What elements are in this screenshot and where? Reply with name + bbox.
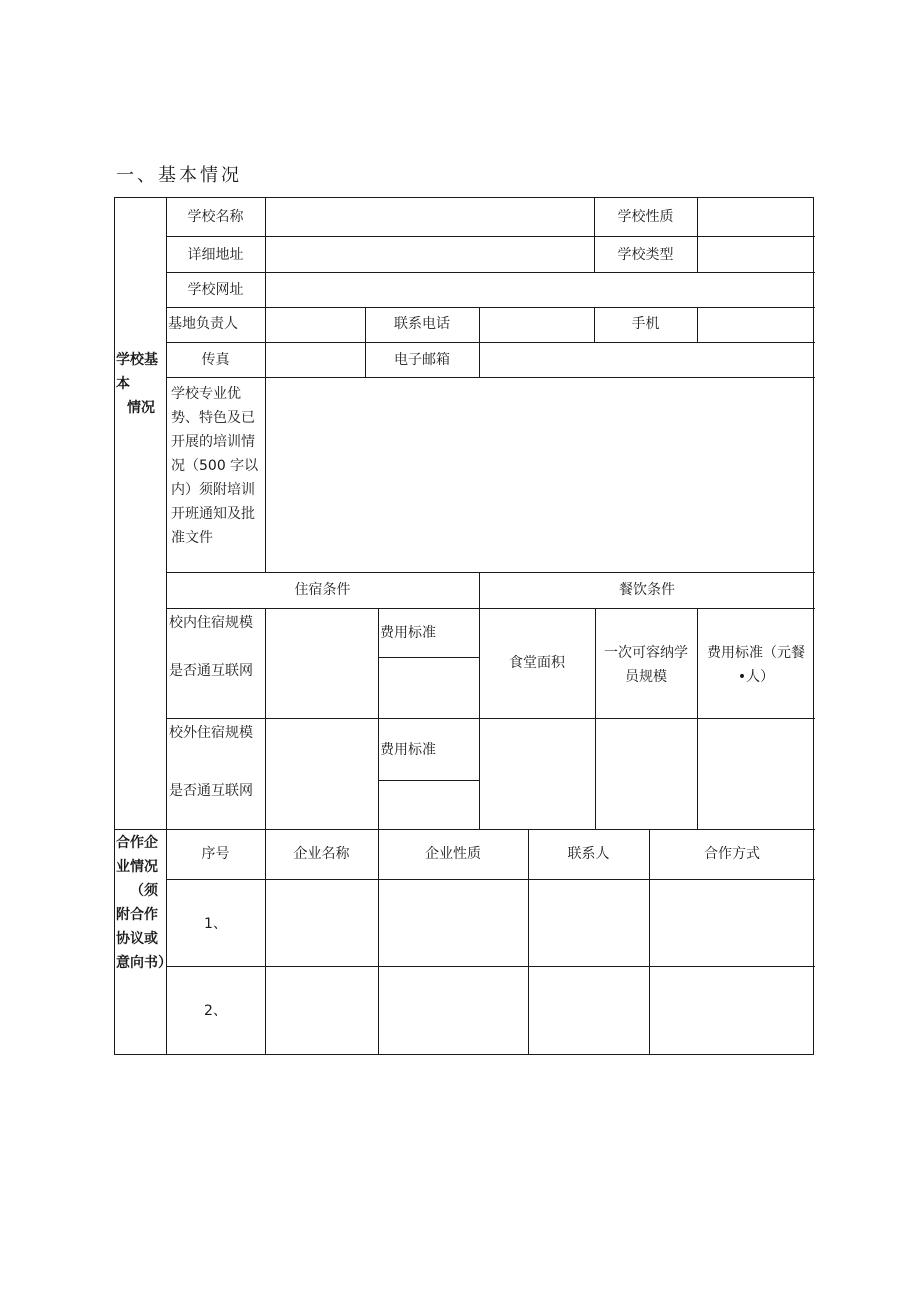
contact-phone-label: 联系电话 [394,316,450,332]
website-field[interactable] [266,273,814,306]
contact-field[interactable] [529,880,648,965]
row-index: 1、 [204,916,227,932]
capacity-label: 一次可容纳学 员规模 [604,645,688,685]
cooperation-group-label: 合作企 业情况 （须 附合作 协议或 意向书） [116,835,172,971]
email-field[interactable] [480,343,814,376]
company-nature-field[interactable] [379,967,527,1054]
contact-phone-field[interactable] [480,308,593,341]
cooperation-mode-field[interactable] [650,880,814,965]
col-cooperation-mode-header: 合作方式 [704,846,760,862]
school-nature-label: 学校性质 [617,209,674,225]
oncampus-internet-field[interactable] [266,658,377,717]
oncampus-scale-field[interactable] [266,609,377,657]
company-nature-field[interactable] [379,880,527,965]
address-label: 详细地址 [187,247,244,263]
col-company-nature-header: 企业性质 [425,846,481,862]
school-info-form [114,197,814,1055]
oncampus-scale-label: 校内住宿规模 [169,615,253,631]
oncampus-fee-field[interactable] [379,658,478,717]
school-name-label: 学校名称 [187,209,244,225]
meal-fee-label: 费用标准（元餐 •人） [707,645,805,685]
school-name-field[interactable] [266,199,593,235]
lodging-header: 住宿条件 [294,582,351,598]
contact-field[interactable] [529,967,648,1054]
address-field[interactable] [266,237,593,271]
school-type-label: 学校类型 [617,247,674,263]
company-name-field[interactable] [266,880,377,965]
mobile-field[interactable] [698,308,814,341]
cooperation-mode-field[interactable] [650,967,814,1054]
catering-header: 餐饮条件 [619,582,675,598]
mobile-label: 手机 [631,316,660,332]
base-leader-field[interactable] [266,308,364,341]
fax-field[interactable] [266,343,364,376]
offcampus-internet-field[interactable] [266,781,377,828]
profile-textarea[interactable] [266,378,814,571]
base-leader-label: 基地负责人 [168,316,238,332]
col-company-name-header: 企业名称 [293,846,350,862]
canteen-area-field[interactable] [480,719,594,828]
school-basic-group-label: 学校基 本 情况 [116,352,158,416]
email-label: 电子邮箱 [394,352,450,368]
offcampus-internet-label: 是否通互联网 [169,783,253,799]
offcampus-fee-field[interactable] [379,781,478,828]
school-nature-field[interactable] [698,199,814,235]
section-title: 一、基本情况 [116,165,242,186]
website-label: 学校网址 [187,282,244,298]
fee-standard-label-offcampus: 费用标准 [380,742,436,758]
capacity-field[interactable] [596,719,696,828]
oncampus-internet-label: 是否通互联网 [169,663,253,679]
fee-standard-label-oncampus: 费用标准 [380,625,436,641]
fax-label: 传真 [201,352,230,368]
offcampus-scale-field[interactable] [266,719,377,779]
offcampus-scale-label: 校外住宿规模 [169,725,253,741]
canteen-area-label: 食堂面积 [509,655,565,671]
col-contact-header: 联系人 [567,846,610,862]
col-index-header: 序号 [201,846,230,862]
row-index: 2、 [204,1003,227,1019]
meal-fee-field[interactable] [698,719,814,828]
company-name-field[interactable] [266,967,377,1054]
school-type-field[interactable] [698,237,814,271]
profile-label: 学校专业优 势、特色及已 开展的培训情 况（500 字以 内）须附培训 开班通知及批 准文件 [171,386,259,546]
